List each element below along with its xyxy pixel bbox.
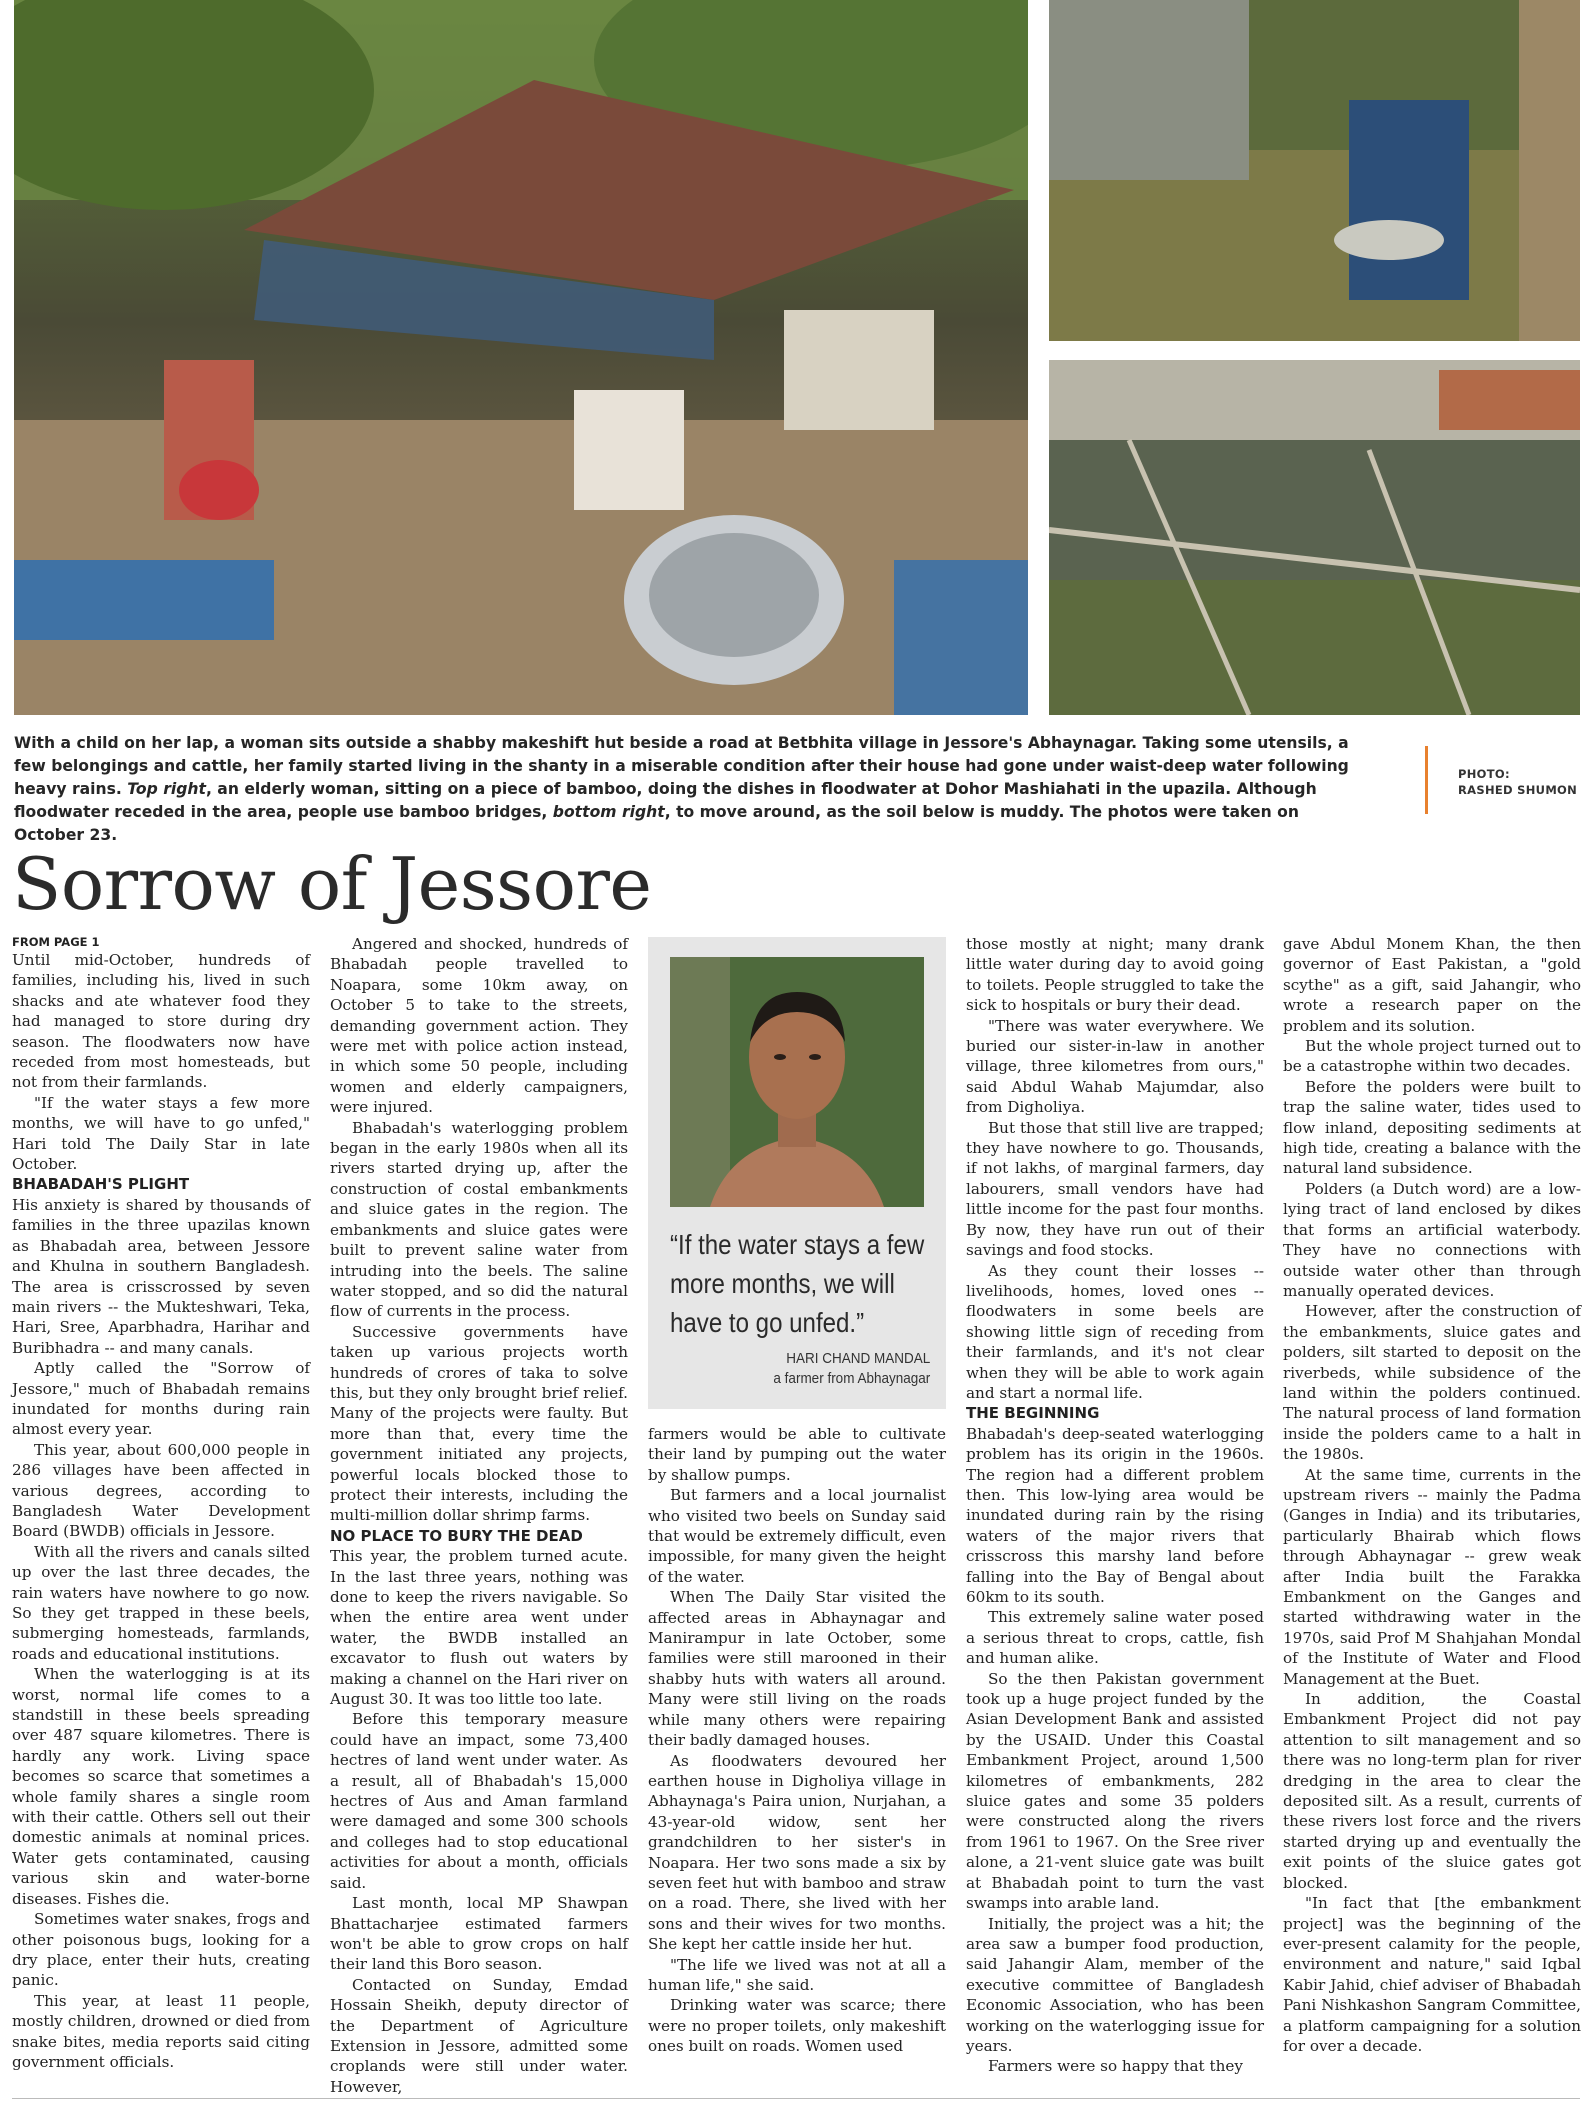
paragraph: Polders (a Dutch word) are a low-lying tract of land enclosed by dikes that forms an artificial waterbody. They have no connections with outside water other than through manually operated devices.: [1283, 1179, 1581, 1300]
credit-divider: [1425, 746, 1428, 814]
paragraph: Last month, local MP Shawpan Bhattacharjee estimated farmers won't be able to grow crops on half their land this Boro season.: [330, 1894, 628, 1974]
paragraph: This year, at least 11 people, mostly children, drowned or died from snake bites, media reports said citing government officials.: [12, 1991, 310, 2071]
paragraph: However, after the construction of the embankments, sluice gates and polders, silt started to deposit on the riverbeds, while subsidence of the land within the polders continued. The natural process of land formation inside the polders came to a halt in the 1980s.: [1283, 1302, 1581, 1464]
paragraph: Drinking water was scarce; there were no proper toilets, only makeshift ones built on roads. Women used: [648, 1996, 946, 2056]
paragraph: As they count their losses -- livelihoods, homes, loved ones -- floodwaters in some beels are showing little sign of receding from their farmlands, and it's not clear when they will be able to work again and start a normal life.: [966, 1261, 1264, 1402]
paragraph: Bhabadah's deep-seated waterlogging problem has its origin in the 1960s. The region had a different problem then. This low-lying area would be inundated during rain by the rising waters of the major rivers that crisscross this marshy land before falling into the Bay of Bengal about 60km to its south.: [966, 1424, 1264, 1606]
paragraph: Bhabadah's waterlogging problem began in the early 1980s when all its rivers started drying up, after the construction of costal embankments and sluice gates in the region. The embankments and sluice gates were built to prevent saline water from intruding into the beels. The saline water stopped, and so did the natural flow of currents in the process.: [330, 1118, 628, 1321]
paragraph: When The Daily Star visited the affected areas in Abhaynagar and Manirampur in late October, some families were still marooned in their shabby huts with waters all around. Many were still living on the roads while many others were repairing their badly damaged houses.: [648, 1588, 946, 1750]
paragraph: So the then Pakistan government took up a huge project funded by the Asian Development Bank and assisted by the USAID. Under this Coastal Embankment Project, around 1,500 kilometres of embankments, 282 sluice gates and some 35 polders were constructed along the rivers from 1961 to 1967. On the Sree river alone, a 21-vent sluice gate was built at Bhabadah point to turn the vast swamps into arable land.: [966, 1669, 1264, 1913]
paragraph: When the waterlogging is at its worst, normal life comes to a standstill in these beels spreading over 487 square kilometres. There is hardly any work. Living space becomes so scarce that sometimes a whole family shares a single room with their cattle. Others sell out their domestic animals at nominal prices. Water gets contaminated, causing various skin and water-borne diseases. Fishes die.: [12, 1665, 310, 1908]
subheading: BHABADAH'S PLIGHT: [12, 1175, 190, 1194]
paragraph: Initially, the project was a hit; the area saw a bumper food production, said Jahangir Alam, member of the executive committee of Bangladesh Economic Association, who has been working on the waterlogging issue for years.: [966, 1914, 1264, 2055]
paragraph: Sometimes water snakes, frogs and other poisonous bugs, looking for a dry place, enter their huts, creating panic.: [12, 1910, 310, 1990]
article-column-5: [1283, 934, 1581, 2056]
paragraph: "There was water everywhere. We buried our sister-in-law in another village, three kilometres from ours," said Abdul Wahab Majumdar, also from Digholiya.: [966, 1016, 1264, 1117]
subheading: THE BEGINNING: [966, 1404, 1100, 1423]
paragraph: With all the rivers and canals silted up over the last three decades, the rain waters have nowhere to go now. So they get trapped in these beels, submerging homesteads, farmlands, roads and educational institutions.: [12, 1542, 310, 1663]
paragraph: "In fact that [the embankment project] was the beginning of the ever-present calamity for the people, environment and nature," said Iqbal Kabir Jahid, chief adviser of Bhabadah Pani Nishkashon Sangram Committee, a platform campaigning for a solution for over a decade.: [1283, 1894, 1581, 2055]
quote-attribution: [773, 1349, 930, 1389]
headline: Sorrow of Jessore: [12, 842, 652, 926]
article-column-4: [966, 934, 1264, 2077]
paragraph: His anxiety is shared by thousands of families in the three upazilas known as Bhabadah area, between Jessore and Khulna in southern Bangladesh. The area is crisscrossed by seven main rivers -- the Mukteshwari, Teka, Hari, Sree, Aparbhadra, Harihar and Buribhadra -- and many canals.: [12, 1195, 310, 1357]
paragraph: This extremely saline water posed a serious threat to crops, cattle, fish and human alike.: [966, 1608, 1264, 1668]
quote-name: HARI CHAND MANDAL: [785, 1350, 930, 1367]
paragraph: "The life we lived was not at all a human life," she said.: [648, 1955, 946, 1994]
photo-credit: PHOTO: RASHED SHUMON: [1458, 767, 1578, 797]
paragraph: farmers would be able to cultivate their land by pumping out the water by shallow pumps.: [648, 1425, 946, 1484]
paragraph: Before this temporary measure could have an impact, some 73,400 hectres of land went under water. As a result, all of Bhabadah's 15,000 hectres of Aus and Aman farmland were damaged and some 300 schools and colleges had to stop educational activities for about a month, officials said.: [330, 1710, 628, 1892]
photo-woman-washing-dishes: [1049, 0, 1580, 341]
paragraph: In addition, the Coastal Embankment Project did not pay attention to silt management and so there was no long-term plan for river dredging in the area to clear the deposited silt. As a result, currents of these rivers lost force and the rivers started drying up and eventually the exit points of the sluice gates got blocked.: [1283, 1690, 1581, 1892]
paragraph: At the same time, currents in the upstream rivers -- mainly the Padma (Ganges in India) and its tributaries, particularly Bhairab which flows through Abhaynagar -- grew weak after India built the Farakka Embankment on the Ganges and started withdrawing water in the 1970s, said Prof M Shahjahan Mondal of the Institute of Water and Flood Management at the Buet.: [1283, 1465, 1581, 1688]
paragraph: "If the water stays a few more months, we will have to go unfed," Hari told The Daily Star in late October.: [12, 1093, 310, 1174]
article-column-3: [648, 1424, 946, 2057]
paragraph: Angered and shocked, hundreds of Bhabadah people travelled to Noapara, some 10km away, on October 5 to take to the streets, demanding government action. They were met with police action instead, in which some 50 people, including women and elderly campaigners, were injured.: [330, 935, 628, 1117]
paragraph: As floodwaters devoured her earthen house in Digholiya village in Abhaynaga's Paira union, Nurjahan, a 43-year-old widow, sent her grandchildren to her sister's in Noapara. Her two sons made a six by seven feet hut with bamboo and straw on a road. There, she lived with her sons and their wives for two months. She kept her cattle inside her hut.: [648, 1751, 946, 1954]
photo-bamboo-bridges: [1049, 360, 1580, 715]
paragraph: Contacted on Sunday, Emdad Hossain Sheikh, deputy director of the Department of Agriculture Extension in Jessore, admitted some croplands were still under water. However,: [330, 1975, 628, 2096]
paragraph: But those that still live are trapped; they have nowhere to go. Thousands, if not lakhs, of marginal farmers, day labourers, small vendors have had little income for the past four months. By now, they have run out of their savings and food stocks.: [966, 1118, 1264, 1260]
main-photo-makeshift-hut: [14, 0, 1028, 715]
photo-caption: With a child on her lap, a woman sits outside a shabby makeshift hut beside a road at Betbhita village in Jessore's Abhaynagar. Taking some utensils, a few belongings and cattle, her family started living in the shanty in a miserable condition after their house had gone under waist-deep water following heavy rains. Top right, an elderly woman, sitting on a piece of bamboo, doing the dishes in floodwater at Dohor Mashiahati in the upazila. Although floodwater receded in the area, people use bamboo bridges, bottom right, to move around, as the soil below is muddy. The photos were taken on October 23.: [14, 734, 1349, 844]
jump-label: FROM PAGE 1: [12, 935, 100, 949]
article-column-1: [12, 934, 310, 2072]
subheading: NO PLACE TO BURY THE DEAD: [330, 1526, 583, 1545]
paragraph: Before the polders were built to trap the saline water, tides used to flow inland, depositing sediments at high tide, creating a balance with the natural land subsidence.: [1283, 1077, 1581, 1178]
paragraph: But the whole project turned out to be a catastrophe within two decades.: [1283, 1037, 1581, 1076]
bottom-rule: [12, 2098, 1580, 2099]
pull-quote-box: [648, 937, 946, 1409]
article-column-2: [330, 934, 628, 2097]
paragraph: Successive governments have taken up various projects worth hundreds of crores of taka to solve this, but they only brought brief relief. Many of the projects were faulty. But more than that, every time the government initiated any projects, powerful locals blocked those to protect their interests, including the multi-million dollar shrimp farms.: [330, 1322, 628, 1525]
paragraph: This year, about 600,000 people in 286 villages have been affected in various degrees, according to Bangladesh Water Development Board (BWDB) officials in Jessore.: [12, 1440, 310, 1541]
pull-quote-text: “If the water stays a few more months, we will have to go unfed.”: [670, 1229, 925, 1338]
portrait-photo-hari-chand-mandal: [670, 957, 924, 1207]
paragraph: Until mid-October, hundreds of families, including his, lived in such shacks and ate whatever food they had managed to store during dry season. The floodwaters now have receded from most homesteads, but not from their farmlands.: [12, 951, 310, 1092]
paragraph: gave Abdul Monem Khan, the then governor of East Pakistan, a "gold scythe" as a gift, said Jahangir, who wrote a research paper on the problem and its solution.: [1283, 935, 1581, 1035]
paragraph: Farmers were so happy that they: [988, 2057, 1243, 2076]
quote-role: a farmer from Abhaynagar: [773, 1370, 930, 1387]
paragraph: This year, the problem turned acute. In the last three years, nothing was done to keep the rivers navigable. So when the entire area went under water, the BWDB installed an excavator to flush out waters by making a channel on the Hari river on August 30. It was too little too late.: [330, 1547, 628, 1709]
paragraph: But farmers and a local journalist who visited two beels on Sunday said that would be extremely difficult, even impossible, for many given the height of the water.: [648, 1486, 946, 1586]
paragraph: those mostly at night; many drank little water during day to avoid going to toilets. People struggled to take the sick to hospitals or bury their dead.: [966, 935, 1264, 1015]
paragraph: Aptly called the "Sorrow of Jessore," much of Bhabadah remains inundated for months during rain almost every year.: [12, 1359, 310, 1439]
